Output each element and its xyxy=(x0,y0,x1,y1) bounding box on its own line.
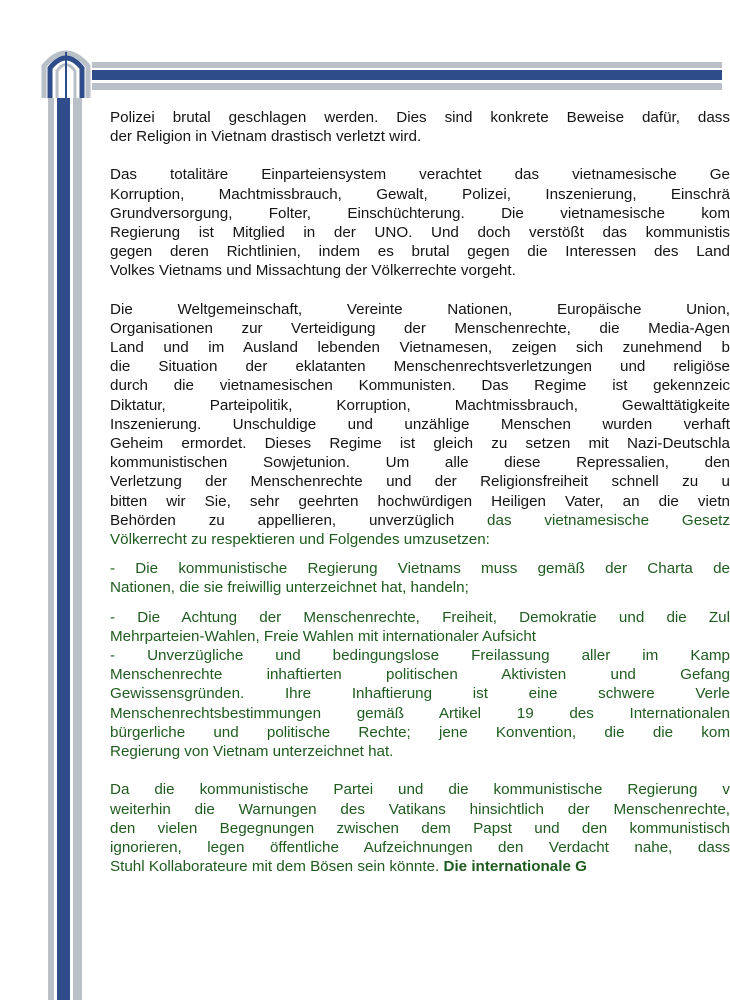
text-line: kommunistischen Sowjetunion. Um alle diese Repressalien, den xyxy=(110,454,730,472)
text-line: - Unverzügliche und bedingungslose Freilassung aller im Kamp xyxy=(110,647,730,665)
text-line: Inszenierung. Unschuldige und unzählige Menschen wurden verhaft xyxy=(110,415,730,433)
text-line: Mehrparteien-Wahlen, Freie Wahlen mit internationaler Aufsicht xyxy=(110,627,537,645)
text-line: Da die kommunistische Partei und die kommunistische Regierung v xyxy=(110,781,730,799)
text-line: - Die kommunistische Regierung Vietnams muss gemäß der Charta de xyxy=(110,560,730,578)
text-line: Organisationen zur Verteidigung der Menschenrechte, die Media-Agen xyxy=(110,319,730,337)
text-plain: Behörden zu appellieren, unverzüglich xyxy=(110,511,488,529)
text-line: Regierung ist Mitglied in der UNO. Und doch verstößt das kommunistis xyxy=(110,224,730,242)
text-line: Verletzung der Menschenrechte und der Religionsfreiheit schnell zu u xyxy=(110,473,730,491)
text-line: Menschenrechte inhaftierten politischen Aktivisten und Gefang xyxy=(110,666,730,684)
paragraph-3 xyxy=(110,300,730,550)
text-line: den vielen Begegnungen zwischen dem Papst und den kommunistisch xyxy=(110,819,730,837)
text-line: weiterhin die Warnungen des Vatikans hinsichtlich der Menschenrechte, xyxy=(110,800,730,818)
text-line: Völkerrecht zu respektieren und Folgendes umzusetzen: xyxy=(110,531,490,549)
letter-body xyxy=(110,108,730,876)
text-line: Polizei brutal geschlagen werden. Dies sind konkrete Beweise dafür, dass xyxy=(110,109,730,126)
letterhead-frame-vertical xyxy=(48,60,82,1000)
text-plain: Stuhl Kollaborateure mit dem Bösen sein könnte. xyxy=(110,858,444,876)
text-bold: Die internationale G xyxy=(443,858,587,876)
text-line: gegen deren Richtlinien, indem es brutal gegen die Interessen des Land xyxy=(110,243,730,261)
text-line: Diktatur, Parteipolitik, Korruption, Machtmissbrauch, Gewalttätigkeite xyxy=(110,396,730,414)
text-line: die Situation der eklatanten Menschenrechtsverletzungen und religiöse xyxy=(110,358,730,376)
text-line-mixed xyxy=(110,857,730,876)
text-line-mixed xyxy=(110,511,730,530)
paragraph-5 xyxy=(110,608,730,762)
paragraph-6 xyxy=(110,780,730,876)
paragraph-1 xyxy=(110,108,730,146)
text-line: Die Weltgemeinschaft, Vereinte Nationen, Europäische Union, xyxy=(110,300,730,318)
text-line: Volkes Vietnams und Missachtung der Völkerrechte vorgeht. xyxy=(110,262,516,280)
text-line: Das totalitäre Einparteiensystem verachtet das vietnamesische Ge xyxy=(110,166,730,184)
letterhead-frame-top xyxy=(82,62,722,90)
text-line: der Religion in Vietnam drastisch verletzt wird. xyxy=(110,128,422,146)
text-line: bitten wir Sie, sehr geehrten hochwürdigen Heiligen Vater, an die vietn xyxy=(110,492,730,510)
text-line: bürgerliche und politische Rechte; jene Konvention, die die kom xyxy=(110,723,730,741)
text-highlight-green: das vietnamesische Gesetz xyxy=(487,511,730,529)
paragraph-4 xyxy=(110,559,730,597)
text-line: - Die Achtung der Menschenrechte, Freiheit, Demokratie und die Zul xyxy=(110,608,730,626)
text-line: Geheim ermordet. Dieses Regime ist gleich zu setzen mit Nazi-Deutschla xyxy=(110,435,730,453)
arch-emblem-icon xyxy=(40,44,92,98)
paragraph-2 xyxy=(110,165,730,280)
text-line: ignorieren, legen öffentliche Aufzeichnungen den Verdacht nahe, dass xyxy=(110,838,730,856)
text-line: durch die vietnamesischen Kommunisten. Das Regime ist gekennzeic xyxy=(110,377,730,395)
text-line: Menschenrechtsbestimmungen gemäß Artikel 19 des Internationalen xyxy=(110,704,730,722)
text-line: Nationen, die sie freiwillig unterzeichnet hat, handeln; xyxy=(110,579,469,597)
text-line: Regierung von Vietnam unterzeichnet hat. xyxy=(110,743,394,761)
text-line: Land und im Ausland lebenden Vietnamesen, zeigen sich zunehmend b xyxy=(110,339,730,357)
text-line: Korruption, Machtmissbrauch, Gewalt, Polizei, Inszenierung, Einschrä xyxy=(110,185,730,203)
text-line: Gewissensgründen. Ihre Inhaftierung ist eine schwere Verle xyxy=(110,685,730,703)
text-line: Grundversorgung, Folter, Einschüchterung. Die vietnamesische kom xyxy=(110,204,730,222)
